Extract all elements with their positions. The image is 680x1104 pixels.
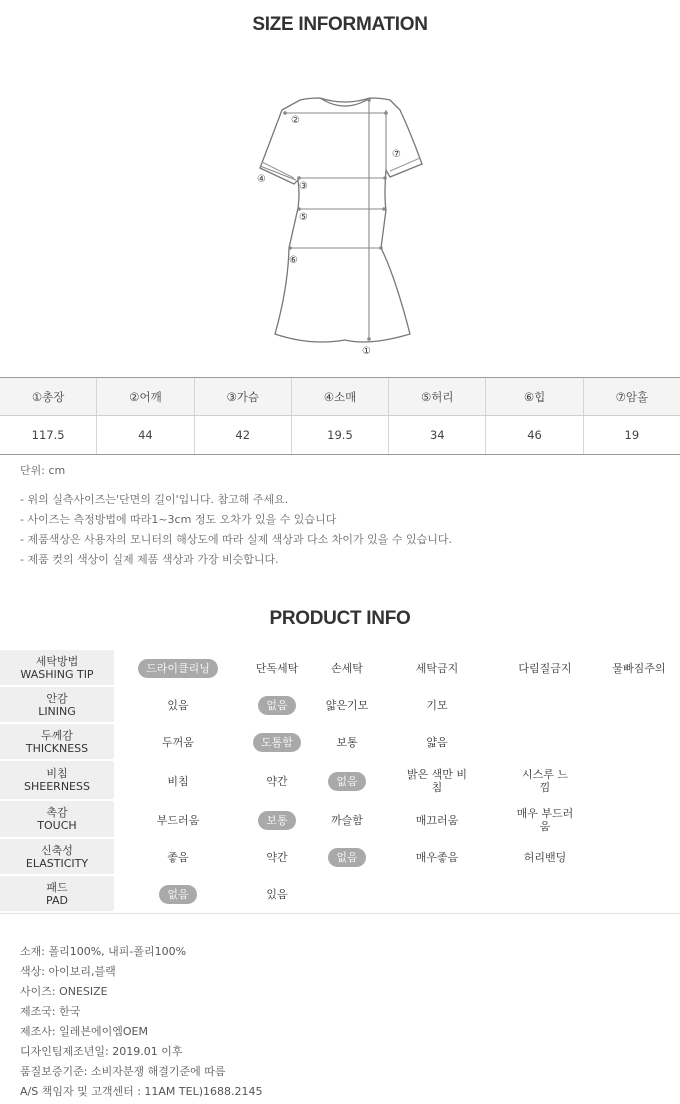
- size-value-cell: 46: [486, 416, 583, 454]
- option: [312, 801, 382, 839]
- option-selected: [312, 839, 382, 876]
- option: [247, 650, 307, 687]
- size-value-cell: 42: [195, 416, 292, 454]
- option-selected: [247, 724, 307, 761]
- size-header-cell: ⑤허리: [389, 378, 486, 415]
- label-korean: 촉감: [46, 806, 68, 819]
- option-label: 매우좋음: [415, 851, 459, 864]
- product-info-row: [0, 801, 680, 839]
- size-header-cell: ⑥힙: [486, 378, 583, 415]
- label-shoulder: ②: [291, 115, 300, 126]
- option: [497, 761, 593, 801]
- product-info-label: [0, 876, 114, 911]
- size-value-cell: 34: [389, 416, 486, 454]
- detail-size: 사이즈: ONESIZE: [20, 985, 108, 998]
- detail-quality-standard: 품질보증기준: 소비자분쟁 해결기준에 따름: [20, 1065, 226, 1078]
- product-info-row: [0, 761, 680, 801]
- product-info-label: [0, 650, 114, 685]
- option-label: 보통: [336, 736, 358, 749]
- dress-measurement-diagram: [250, 88, 440, 364]
- option: [133, 761, 223, 801]
- size-header-cell: ④소매: [292, 378, 389, 415]
- size-table-header: [0, 378, 680, 416]
- option-label: 있음: [266, 888, 288, 901]
- detail-color: 색상: 아이보리,블랙: [20, 965, 116, 978]
- label-english: ELASTICITY: [25, 856, 89, 870]
- size-information-title: SIZE INFORMATION: [252, 14, 428, 35]
- size-header-cell: ②어깨: [97, 378, 194, 415]
- size-notes: [20, 490, 452, 570]
- option-selected: [247, 801, 307, 839]
- option-label: 허리밴딩: [523, 851, 567, 864]
- size-header-cell: ⑦암홀: [615, 389, 649, 404]
- option-label: 부드러움: [156, 813, 200, 827]
- label-total-length: ①: [362, 346, 371, 357]
- size-table: [0, 377, 680, 455]
- size-value-cell: 117.5: [0, 416, 97, 454]
- detail-country: 제조국: 한국: [20, 1005, 81, 1018]
- option: [497, 839, 593, 876]
- option: [312, 724, 382, 761]
- option: [247, 761, 307, 801]
- option-selected: [312, 761, 382, 801]
- option: [133, 724, 223, 761]
- detail-manufacturer: 제조사: 일레븐에이엠OEM: [20, 1025, 148, 1038]
- label-waist: ⑤: [299, 212, 308, 223]
- option-label: 매끄러움: [415, 813, 459, 827]
- option-label: 드라이클리닝: [138, 659, 218, 678]
- label-korean: 신축성: [41, 843, 73, 857]
- note-line: - 제품 컷의 색상이 실제 제품 색상과 가장 비슷합니다.: [20, 553, 279, 566]
- dress-outline: [260, 98, 422, 342]
- label-korean: 비침: [46, 767, 68, 780]
- unit-label: 단위: cm: [20, 464, 66, 477]
- label-english: WASHING TIP: [20, 667, 94, 681]
- product-info-row: [0, 724, 680, 761]
- option: [389, 650, 485, 687]
- option: [312, 687, 382, 724]
- detail-customer-service: A/S 책임자 및 고객센터 : 11AM TEL)1688.2145: [20, 1085, 263, 1098]
- option-label: 매우 부드러 움: [516, 807, 574, 833]
- option-selected: [133, 876, 223, 913]
- option: [497, 801, 593, 839]
- size-value-cell: 44: [97, 416, 194, 454]
- option-label: 비침: [167, 774, 189, 788]
- option: [389, 801, 485, 839]
- label-sleeve: ④: [257, 174, 266, 185]
- option-label: 보통: [258, 811, 295, 830]
- option-label: 있음: [167, 699, 189, 712]
- option: [389, 839, 485, 876]
- product-info-row: [0, 687, 680, 724]
- product-info-grid: [0, 650, 680, 914]
- label-chest: ③: [299, 181, 308, 192]
- option-label: 세탁금지: [415, 662, 459, 675]
- option-label: 없음: [328, 772, 365, 791]
- product-info-row: [0, 839, 680, 876]
- note-line: - 제품색상은 사용자의 모니터의 해상도에 따라 실제 색상과 다소 차이가 있을 수 있습니다.: [20, 533, 452, 546]
- option-label: 밝은 색만 비 침: [406, 768, 468, 794]
- option-label: 약간: [266, 774, 288, 788]
- product-info-label: [0, 801, 114, 837]
- option: [389, 687, 485, 724]
- option-label: 물빠짐주의: [612, 662, 666, 675]
- label-hip: ⑥: [289, 255, 298, 266]
- detail-manufacture-date: 디자인팀제조년일: 2019.01 이후: [20, 1045, 183, 1058]
- product-info-label: [0, 761, 114, 799]
- product-info-label: [0, 839, 114, 874]
- option-label: 얇은기모: [325, 699, 369, 712]
- option-label: 얇음: [426, 736, 448, 749]
- note-line: - 위의 실측사이즈는'단면의 길이'입니다. 참고해 주세요.: [20, 493, 289, 506]
- option-label: 약간: [266, 851, 288, 864]
- option: [312, 650, 382, 687]
- option-label: 두꺼움: [162, 736, 194, 749]
- option-label: 없음: [328, 848, 365, 867]
- size-table-values: [0, 416, 680, 454]
- product-info-label: [0, 687, 114, 722]
- note-line: - 사이즈는 측정방법에 따라1~3cm 정도 오차가 있을 수 있습니다: [20, 513, 337, 526]
- product-info-row: [0, 650, 680, 687]
- label-english: TOUCH: [37, 819, 77, 832]
- option: [133, 687, 223, 724]
- product-details: [20, 942, 263, 1102]
- label-korean: 패드: [46, 880, 68, 894]
- option-label: 없음: [159, 885, 196, 904]
- option: [389, 724, 485, 761]
- option-label: 까슬함: [331, 813, 363, 827]
- option-label: 기모: [426, 699, 448, 712]
- detail-material: 소재: 폴리100%, 내피-폴리100%: [20, 945, 187, 958]
- option: [133, 801, 223, 839]
- option: [389, 761, 485, 801]
- size-header-cell: ③가슴: [195, 378, 292, 415]
- option-label: 도톰함: [253, 733, 301, 752]
- label-english: THICKNESS: [25, 741, 89, 755]
- option: [599, 650, 679, 687]
- label-english: SHEERNESS: [24, 780, 90, 793]
- option-label: 다림질금지: [518, 662, 572, 675]
- option: [133, 839, 223, 876]
- label-korean: 안감: [46, 691, 68, 705]
- option-selected: [133, 650, 223, 687]
- option-label: 시스루 느 낌: [521, 768, 568, 794]
- option: [497, 650, 593, 687]
- label-korean: 세탁방법: [35, 654, 79, 668]
- product-info-label: [0, 724, 114, 759]
- option: [247, 876, 307, 913]
- label-korean: 두께감: [41, 728, 73, 742]
- size-value-cell: 19: [624, 428, 640, 442]
- option-label: 단독세탁: [255, 662, 299, 675]
- option-label: 없음: [258, 696, 295, 715]
- label-armhole: ⑦: [392, 149, 401, 160]
- size-header-cell: ①총장: [0, 378, 97, 415]
- option-label: 손세탁: [331, 662, 363, 675]
- size-value-cell: 19.5: [292, 416, 389, 454]
- option-label: 좋음: [167, 851, 189, 864]
- option-selected: [247, 687, 307, 724]
- label-english: PAD: [46, 893, 68, 907]
- option: [247, 839, 307, 876]
- product-info-row: [0, 876, 680, 913]
- label-english: LINING: [38, 704, 76, 718]
- product-info-title: PRODUCT INFO: [269, 608, 411, 629]
